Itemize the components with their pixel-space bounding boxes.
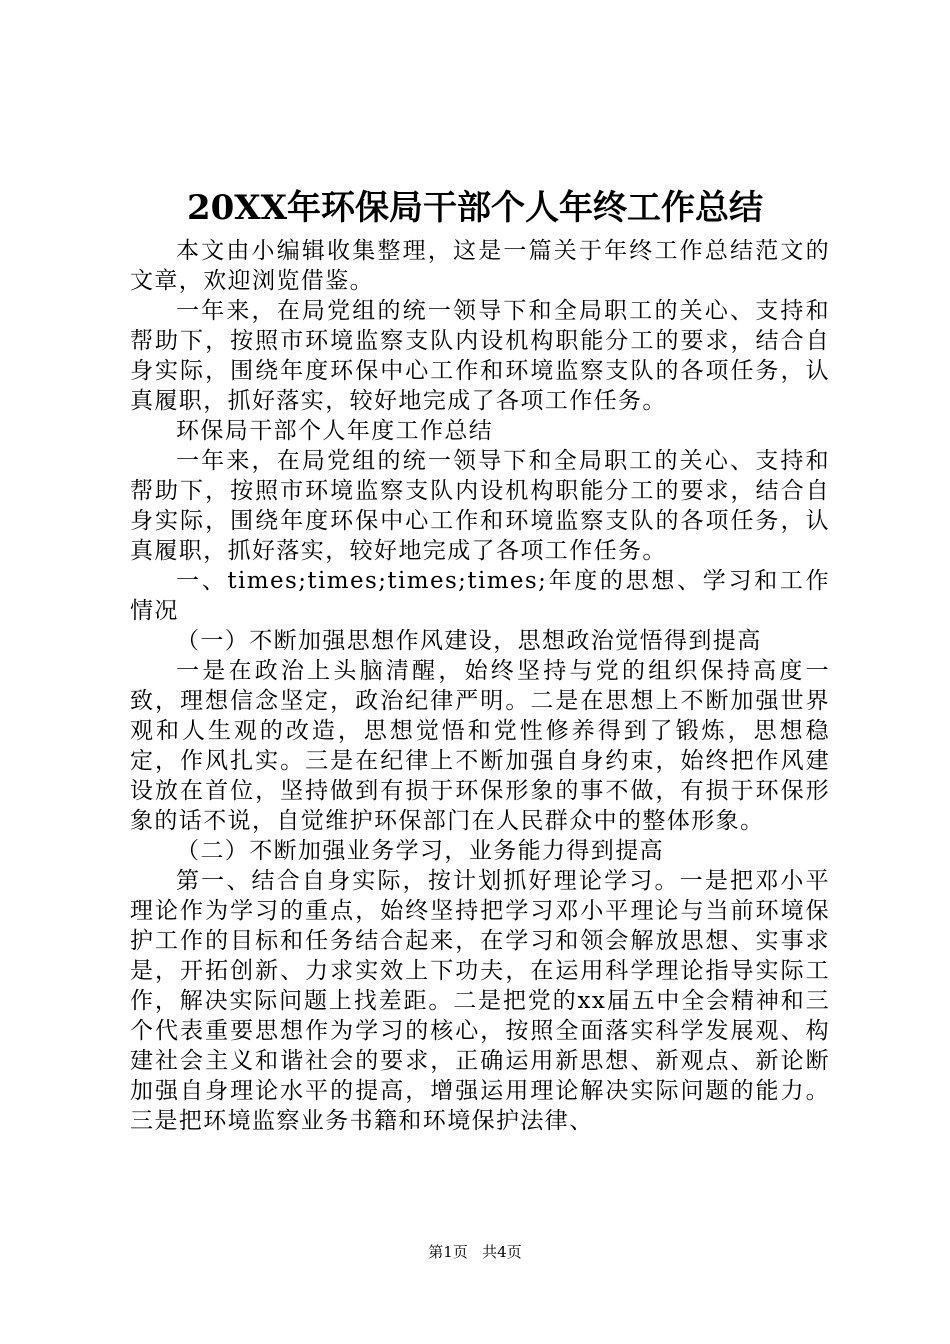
paragraph: 本文由小编辑收集整理，这是一篇关于年终工作总结范文的文章，欢迎浏览借鉴。 xyxy=(130,238,830,294)
paragraph: 一年来，在局党组的统一领导下和全局职工的关心、支持和帮助下，按照市环境监察支队内设机构职能分工的要求，结合自身实际，围绕年度环保中心工作和环境监察支队的各项任务，认真履职，抓好落实，较好地完成了各项工作任务。 xyxy=(130,298,830,414)
page-footer xyxy=(0,1242,950,1262)
page-total: 共4页 xyxy=(482,1243,522,1261)
page-number: 第1页 xyxy=(428,1243,468,1261)
subsection-heading: （一）不断加强思想作风建设，思想政治觉悟得到提高 xyxy=(176,628,762,654)
page-separator xyxy=(473,1243,478,1261)
document-title: 20XX年环保局干部个人年终工作总结 xyxy=(186,188,764,228)
document-body xyxy=(130,236,830,1136)
paragraph: 一是在政治上头脑清醒，始终坚持与党的组织保持高度一致，理想信念坚定，政治纪律严明。二是在思想上不断加强世界观和人生观的改造，思想觉悟和党性修养得到了锻炼，思想稳定，作风扎实。三是在纪律上不断加强自身约束，始终把作风建设放在首位，坚持做到有损于环保形象的事不做，有损于环保形象的话不说，自觉维护环保部门在人民群众中的整体形象。 xyxy=(130,658,830,834)
section-heading: 一、times;times;times;times;年度的思想、学习和工作情况 xyxy=(130,568,830,624)
paragraph: 第一、结合自身实际，按计划抓好理论学习。一是把邓小平理论作为学习的重点，始终坚持把学习邓小平理论与当前环境保护工作的目标和任务结合起来，在学习和领会解放思想、实事求是，开拓创新、力求实效上下功夫，在运用科学理论指导实际工作，解决实际问题上找差距。二是把党的xx届五中全会精神和三个代表重要思想作为学习的核心，按照全面落实科学发展观、构建社会主义和谐社会的要求，正确运用新思想、新观点、新论断加强自身理论水平的提高，增强运用理论解决实际问题的能力。三是把环境监察业务书籍和环境保护法律、 xyxy=(130,868,830,1134)
subsection-heading: （二）不断加强业务学习，业务能力得到提高 xyxy=(176,838,664,864)
paragraph: 环保局干部个人年度工作总结 xyxy=(176,418,494,444)
paragraph: 一年来，在局党组的统一领导下和全局职工的关心、支持和帮助下，按照市环境监察支队内设机构职能分工的要求，结合自身实际，围绕年度环保中心工作和环境监察支队的各项任务，认真履职，抓好落实，较好地完成了各项工作任务。 xyxy=(130,448,830,564)
